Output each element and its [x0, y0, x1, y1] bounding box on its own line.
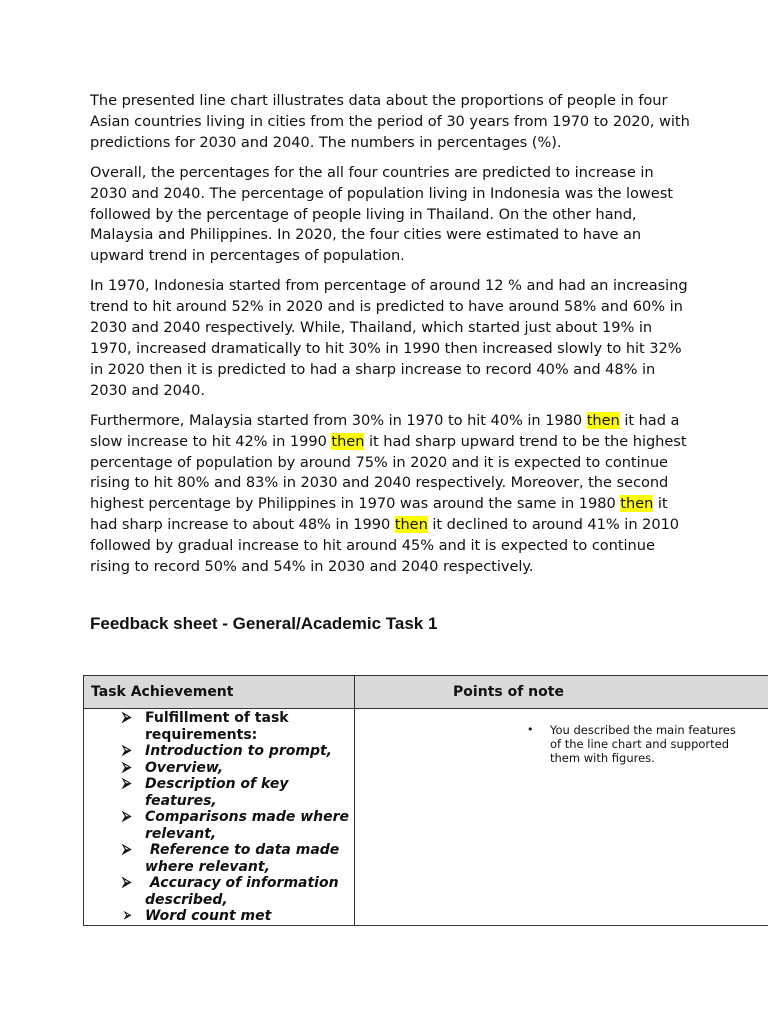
table-header-row — [84, 676, 768, 709]
notes-cell — [355, 709, 768, 926]
requirement-text: Description of key features, — [145, 776, 289, 809]
essay-paragraph-details-1: In 1970, Indonesia started from percentage of around 12 % and had an increasing trend to hit around 52% in 2020 and is predicted to have around 58% and 60% in 2030 and 2040 respectively. While, Thailand, which started just about 19% in 1970, increased dramatically to hit 30% in 1990 then increased slowly to hit 32% in 2020 then it is predicted to had a sharp increase to record 40% and 48% in 2030 and 2040. — [90, 277, 688, 399]
list-item — [122, 710, 354, 743]
arrowhead-bullet-icon: ⮚ — [122, 842, 132, 857]
essay-paragraph-details-2 — [90, 411, 690, 578]
requirement-text: Comparisons made where relevant, — [145, 809, 349, 842]
list-item — [122, 842, 354, 875]
points-of-note-header: Points of note — [355, 676, 768, 709]
list-item — [527, 723, 750, 765]
arrowhead-bullet-icon: ⮚ — [122, 743, 132, 758]
essay-text-segment: it had sharp upward trend to be the highest percentage of population by around 75% in 2020 and it is expected to continue rising to hit 80% and 83% in 2030 and 2040 respectively. Moreover, the second highest percentage by Philippines in 1970 was around the same in 1980 — [90, 432, 687, 513]
notes-list — [355, 709, 768, 765]
highlighted-word: then — [331, 432, 365, 450]
requirement-text: Overview, — [145, 759, 224, 776]
list-item — [122, 875, 354, 908]
list-item — [122, 776, 354, 809]
arrowhead-bullet-icon: ⮚ — [122, 809, 132, 824]
essay-text-segment: it had sharp increase to about 48% in 1990 — [90, 495, 668, 534]
highlighted-word: then — [586, 411, 620, 429]
requirement-text: Accuracy of information described, — [145, 875, 344, 908]
essay-text-segment: Furthermore, Malaysia started from 30% in 1970 to hit 40% in 1980 — [90, 411, 587, 429]
requirement-text: Word count met — [145, 908, 272, 924]
arrowhead-bullet-icon: ⮚ — [122, 759, 132, 775]
task-achievement-header: Task Achievement — [84, 676, 355, 709]
essay-body — [90, 91, 690, 587]
highlighted-word: then — [620, 495, 654, 513]
list-item — [122, 809, 354, 842]
arrowhead-bullet-icon: ⮚ — [122, 776, 132, 791]
list-item — [122, 908, 354, 925]
requirement-text: Introduction to prompt, — [145, 743, 332, 759]
dot-bullet-icon: • — [527, 723, 534, 736]
essay-paragraph-introduction: The presented line chart illustrates data about the proportions of people in four Asian countries living in cities from the period of 30 years from 1970 to 2020, with predictions for 2030 and 2040. The numbers in percentages (%). — [90, 92, 690, 151]
requirements-cell — [84, 709, 355, 926]
essay-paragraph-overview: Overall, the percentages for the all four countries are predicted to increase in 2030 and 2040. The percentage of population living in Indonesia was the lowest followed by the percentage of people living in Thailand. On the other hand, Malaysia and Philippines. In 2020, the four cities were estimated to have an upward trend in percentages of population. — [90, 163, 673, 265]
arrowhead-bullet-icon: ⮚ — [122, 875, 132, 890]
requirements-list — [84, 709, 354, 925]
requirement-text: Reference to data made where relevant, — [145, 842, 345, 875]
feedback-table — [83, 675, 768, 926]
note-text: You described the main features of the line chart and supported them with figures. — [550, 723, 736, 765]
table-row — [84, 709, 768, 926]
arrowhead-bullet-icon: ⮚ — [124, 910, 132, 921]
list-item — [122, 760, 354, 777]
arrowhead-bullet-icon: ⮚ — [122, 710, 132, 725]
highlighted-word: then — [394, 516, 428, 534]
essay-text-segment: it had a slow increase to hit 42% in 1990 — [90, 411, 680, 450]
requirement-text: Fulfillment of task requirements: — [145, 710, 289, 743]
essay-text-segment: it declined to around 41% in 2010 followed by gradual increase to hit around 45% and it is expected to continue rising to record 50% and 54% in 2030 and 2040 respectively. — [90, 516, 680, 576]
feedback-sheet-heading: Feedback sheet - General/Academic Task 1 — [90, 614, 438, 633]
list-item — [122, 743, 354, 760]
